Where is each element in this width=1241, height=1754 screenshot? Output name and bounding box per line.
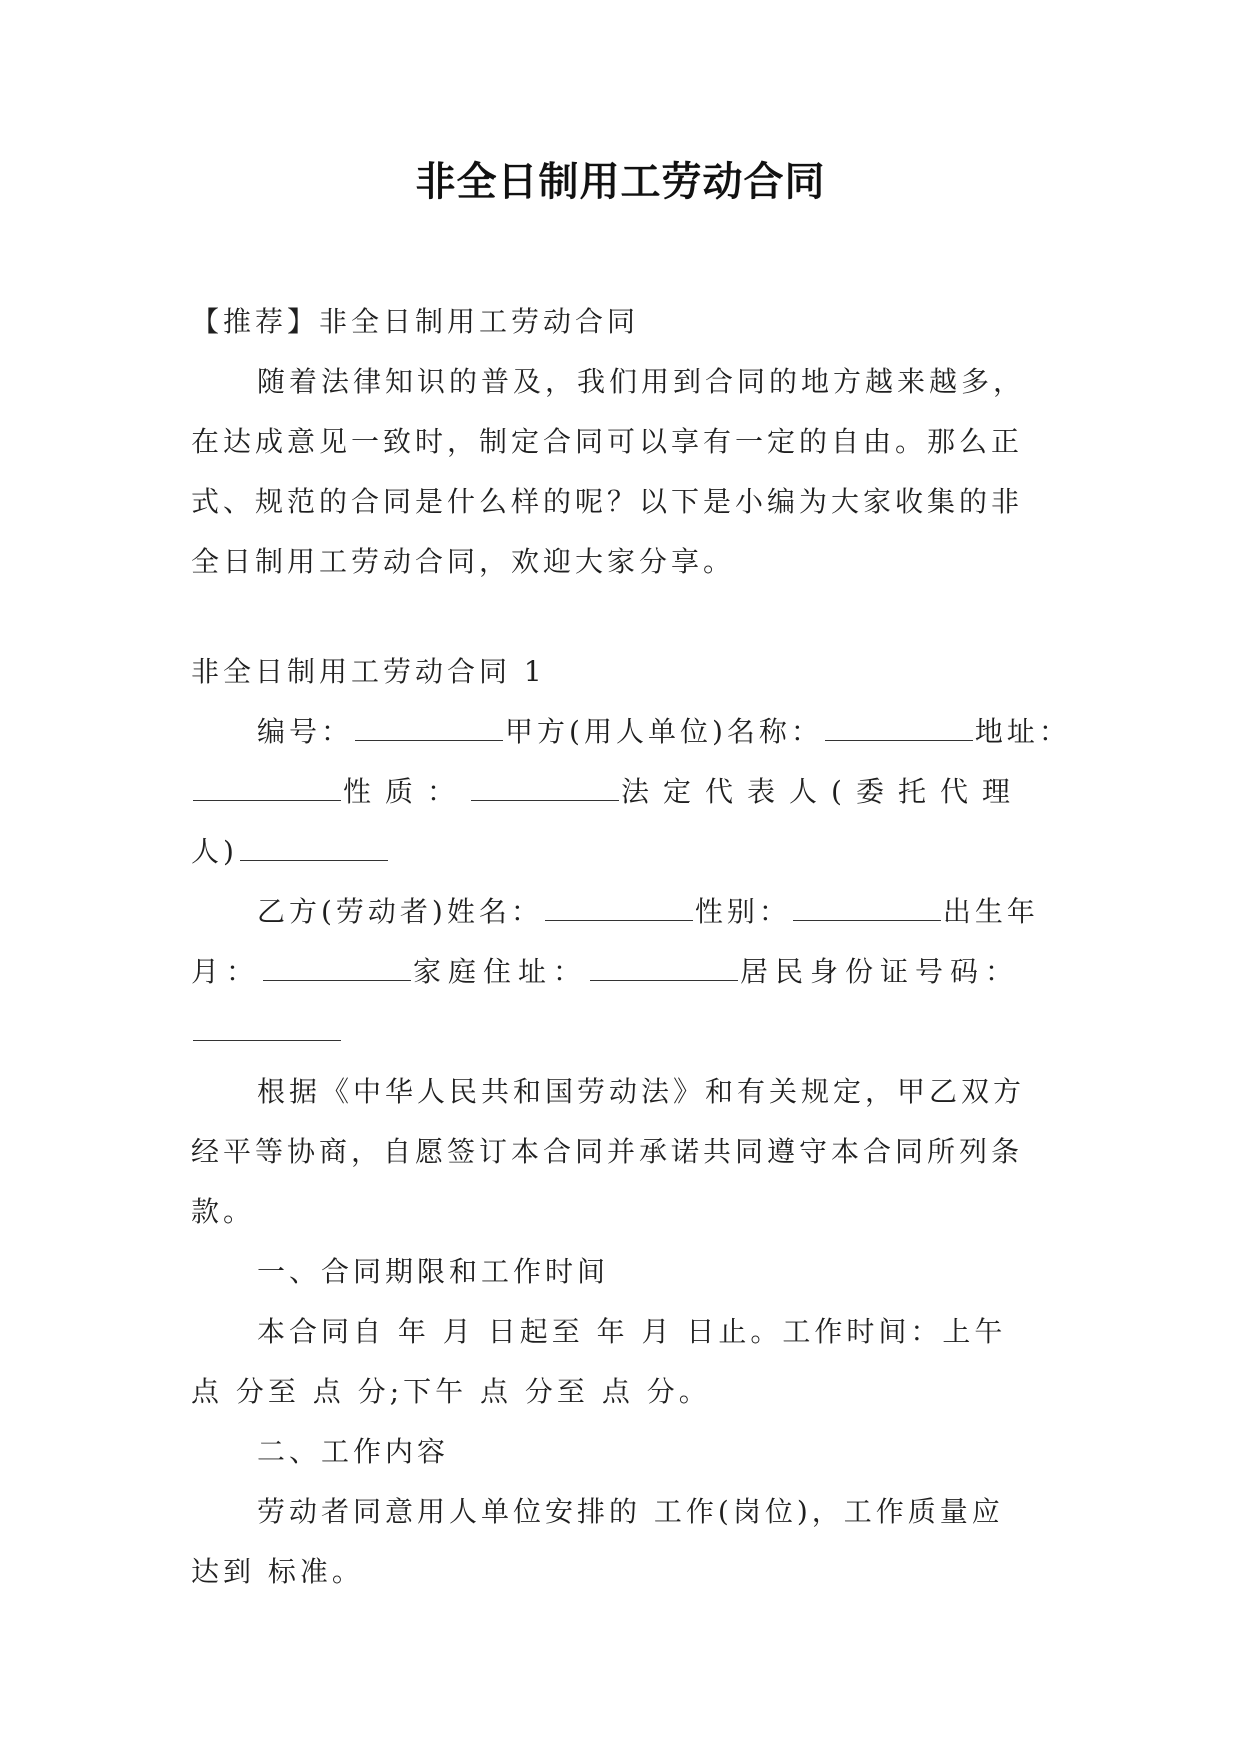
label-address: 地址： — [974, 715, 1071, 748]
label-birth-cont: 月： — [191, 955, 262, 988]
section-2-heading: 二、工作内容 — [257, 1435, 450, 1468]
label-birth: 出生年 — [942, 895, 1039, 928]
section-2-line: 劳动者同意用人单位安排的 工作(岗位)，工作质量应 — [257, 1495, 1004, 1528]
intro-paragraph-line: 在达成意见一致时，制定合同可以享有一定的自由。那么正 — [191, 425, 1024, 458]
basis-line: 根据《中华人民共和国劳动法》和有关规定，甲乙双方 — [257, 1075, 1026, 1108]
label-employee-name: 乙方(劳动者)姓名： — [257, 895, 543, 928]
party-b-line-1 — [191, 882, 1053, 942]
blank-field — [825, 710, 973, 741]
intro-paragraph-line: 式、规范的合同是什么样的呢？以下是小编为大家收集的非 — [191, 485, 1024, 518]
label-representative: 法定代表人(委托代理 — [621, 775, 1024, 808]
contract-heading: 非全日制用工劳动合同 1 — [191, 655, 546, 688]
blank-field — [193, 1010, 341, 1041]
blank-field — [545, 890, 693, 921]
label-employer-name: 甲方(用人单位)名称： — [505, 715, 823, 748]
party-a-line-1 — [191, 702, 1071, 762]
label-home-address: 家庭住址： — [413, 955, 589, 988]
label-nature: 性质： — [343, 775, 470, 808]
blank-field — [471, 770, 619, 801]
document-title: 非全日制用工劳动合同 — [415, 159, 826, 205]
section-1-heading: 一、合同期限和工作时间 — [257, 1255, 610, 1288]
section-1-line: 点 分至 点 分;下午 点 分至 点 分。 — [191, 1375, 711, 1408]
party-a-line-2 — [191, 762, 1053, 822]
blank-field — [355, 710, 503, 741]
blank-field — [193, 770, 341, 801]
blank-field — [590, 950, 738, 981]
intro-paragraph-line: 全日制用工劳动合同，欢迎大家分享。 — [191, 545, 736, 578]
party-b-line-2 — [191, 942, 1053, 1002]
label-gender: 性别： — [694, 895, 791, 928]
blank-field — [793, 890, 941, 921]
blank-field — [240, 830, 388, 861]
intro-paragraph-line: 随着法律知识的普及，我们用到合同的地方越来越多， — [257, 365, 1026, 398]
label-number: 编号： — [257, 715, 354, 748]
spacer — [191, 592, 1053, 642]
section-2-line: 达到 标准。 — [191, 1555, 364, 1588]
section-1-line: 本合同自 年 月 日起至 年 月 日止。工作时间：上午 — [257, 1315, 1007, 1348]
blank-field — [263, 950, 411, 981]
label-id-number: 居民身份证号码： — [740, 955, 1021, 988]
intro-heading: 【推荐】非全日制用工劳动合同 — [191, 305, 640, 338]
party-b-line-3 — [191, 1002, 1053, 1062]
basis-line: 经平等协商，自愿签订本合同并承诺共同遵守本合同所列条 — [191, 1135, 1024, 1168]
label-representative-cont: 人) — [191, 835, 238, 868]
party-a-line-3 — [191, 822, 1053, 882]
document-body — [191, 292, 1071, 1602]
basis-line: 款。 — [191, 1195, 256, 1228]
